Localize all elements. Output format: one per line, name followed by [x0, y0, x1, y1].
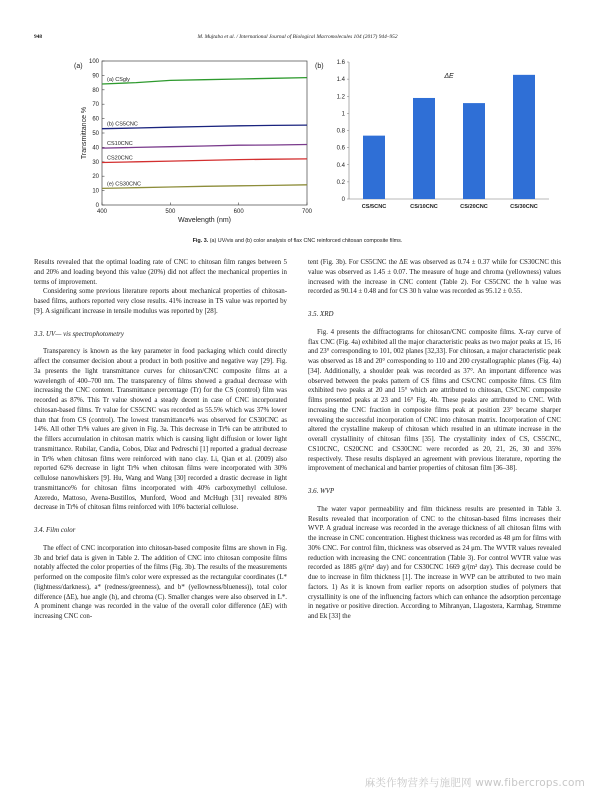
right-paragraph-1: tent (Fig. 3b). For CS5CNC the ΔE was observed as 0.74 ± 0.37 while for CS30CNC this value was observed as 1.45 ± 0.07. The measure of huge and chroma (yellowness) values increased with the increase in CNC content (Table 2). For CS5CNC the h value was recorded as 90.14 ± 0.48 and for CS 30 h value was recorded as 95.12 ± 0.55.	[308, 259, 561, 296]
panel-b-label: (b)	[315, 63, 324, 70]
right-paragraph-3: The water vapor permeability and film thickness results are presented in Table 3. Results revealed that incorporation of CNC to the chitosan-based films increases their WVP. A gradual increase was recorded in the average thickness of all chitosan films with the increase in CNC concentration. Highest thickness was recorded as 48 μm for films with 30% CNC. For control film, thickness was observed as 24 μm. The WVTR values revealed reduction with increasing the CNC concentration (Table 3). For control WVTR value was recorded as 1885 g/(m² day) and for CS30CNC 1669 g/(m² day). This decrease could be due to increase in film thickness [1]. The increase in WVP can be attributed to two main factors. 1) As it is known from earlier reports on adsorption studies of polymers that crystallinity is one of the influencing factors which can enhance the adsorption percentage in negative or positive direction. According to Mihranyan, Llagostera, Karmhag, Strømme and Ek [33] the	[308, 505, 561, 620]
series-label: (b) CS5CNC	[107, 121, 138, 128]
bar-y-tick-label: 0.4	[336, 162, 345, 169]
bar-y-tick-label: 0.2	[336, 179, 345, 186]
y-axis-tick-label: 90	[92, 73, 99, 80]
x-axis-tick-label: 500	[165, 209, 176, 215]
section-heading-3-3: 3.3. UV— vis spectrophotometry	[34, 330, 124, 338]
panel-a-label: (a)	[74, 63, 83, 70]
left-column	[34, 258, 287, 622]
series-line	[102, 78, 307, 84]
y-axis-tick-label: 20	[92, 174, 99, 181]
caption-label: Fig. 3.	[192, 238, 209, 244]
y-axis-tick-label: 50	[92, 131, 99, 137]
bar	[363, 136, 385, 199]
section-heading-3-5: 3.5. XRD	[308, 311, 334, 318]
bar-y-tick-label: 0.8	[336, 128, 345, 135]
bar	[513, 75, 535, 199]
y-axis-tick-label: 80	[92, 87, 99, 94]
y-axis-tick-label: 40	[92, 145, 99, 152]
y-axis-tick-label: 0	[95, 203, 99, 209]
page-header	[34, 34, 561, 44]
bar-category-label: CS/30CNC	[510, 204, 538, 210]
bar-category-label: CS/5CNC	[361, 204, 387, 210]
figure-3	[34, 56, 561, 236]
bar-y-tick-label: 0.6	[336, 145, 345, 152]
bar-y-tick-label: 1	[341, 111, 345, 118]
series-label: CS20CNC	[107, 155, 133, 162]
y-axis-tick-label: 60	[92, 116, 99, 123]
series-label: CS10CNC	[107, 141, 133, 148]
x-axis-tick-label: 400	[96, 209, 108, 215]
bar-category-label: CS/10CNC	[410, 204, 438, 210]
right-paragraph-2: Fig. 4 presents the diffractograms for chitosan/CNC composite films. X-ray curve of flax CNC (Fig. 4a) exhibited all the major characteristic peaks as two major peaks at 15, 16 and 23° corresponding to 101, 002 planes [32,33]. For chitosan, a major characteristic peak was observed as 18 and 20° corresponding to 110 and 200 crystallographic planes (Fig. 4a) [34]. Additionally, a shoulder peak was recorded as 37°. An important difference was observed between the peaks pattern of CS films and CS/CNC composite films. CS film exhibited two peaks at 20 and 15° which are attributed to chitosan, CS/CNC composite films presented peaks at 23 and 16° Fig. 4b. These peaks are attributed to CNC. With increasing the CNC fraction in composite films peak at position 23° became sharper revealing the successful incorporation of CNC into chitosan matrix. Incorporation of CNC altered the crystalline makeup of chitosan which resulted in an ultimate increase in the overall crystallinity of chitosan films [35]. The crystallinity index of CS, CS5CNC, CS10CNC, CS20CNC and CS30CNC were recorded as 20, 21, 26, 30 and 35% respectively. These results displayed an agreement with previous literature, reporting the improvement of mechanical and barrier properties of chitosan film [36–38].	[308, 328, 561, 473]
bar-y-tick-label: 0	[341, 197, 345, 203]
bar-y-tick-label: 1.4	[336, 77, 345, 84]
y-axis-tick-label: 10	[92, 188, 99, 195]
series-label: (e) CS30CNC	[107, 181, 141, 188]
left-paragraph-3: Transparency is known as the key parameter in food packaging which could directly affect the consumer decision about a product in both positive and negative way [29]. Fig. 3a presents the light transmittance curves for chitosan/CNC composite films at a wavelength of 400–700 nm. The transparency of films showed a gradual decrease with increasing the CNC content. Transmittance percentage (Tr) for the CS (control) film was recorded as 87%. This Tr value showed a steady decent in case of CNC incorporated chitosan-based films. Tr value for CS5CNC was recorded as 55.5% which was 37% lower than that from CS (control). The lowest transmittance% was observed for CS30CNC as 14%. All other Tr% values are given in Fig. 3a. This decrease in Tr% can be attributed to the fillers accumulation in chitosan matrix which is causing light diffusion or lower light transmittance. Rubilar, Candia, Cobos, Díaz and Pedreschi [1] reported a gradual decrease in Tr% when chitosan films were reinforced with nano clay. Li, Qian et al. (2009) also reported 62% decrease in light Tr% when chitosan films were incorporated with 30% cellulose nanowhiskers [9]. Hu, Wang and Wang [30] recorded a drastic decrease in light transmittance% for chitosan films incorporated with 40% carboxymethyl cellulose. Azeredo, Mattoso, Avena-Bustillos, Munford, Wood and McHugh [31] revealed 80% decrease in Tr% of chitosan films reinforced with 10% bacterial cellulose.	[34, 348, 287, 512]
bar-y-tick-label: 1.6	[336, 60, 345, 66]
bar	[463, 103, 485, 199]
page-number: 948	[34, 34, 43, 40]
bar-y-tick-label: 1.2	[336, 94, 345, 101]
left-paragraph-2: Considering some previous literature reports about mechanical properties of chitosan-based films, authors reported very close results. 41% increase in TS value was reported by [9]. A significant increase in tensile modulus was reported by [28].	[34, 288, 287, 315]
bar-chart-title: ΔE	[444, 73, 454, 80]
caption-text: (a) UV/vis and (b) color analysis of flax CNC reinforced chitosan composite films.	[208, 238, 403, 244]
series-line	[102, 145, 307, 149]
y-axis-title: Transmittance %	[81, 106, 88, 160]
section-heading-3-6: 3.6. WVP	[308, 488, 335, 495]
y-axis-tick-label: 70	[92, 102, 99, 109]
x-axis-title: Wavelength (nm)	[177, 217, 232, 224]
x-axis-tick-label: 700	[301, 209, 313, 215]
series-line	[102, 159, 307, 163]
bar-category-label: CS/20CNC	[460, 204, 488, 210]
y-axis-tick-label: 30	[92, 159, 99, 166]
left-paragraph-1: Results revealed that the optimal loading rate of CNC to chitosan film ranges between 5 and 20% and loading beyond this value (20%) did not affect the mechanical properties in terms of improvement.	[34, 259, 287, 286]
series-label: (a) CSgly	[107, 77, 130, 84]
left-paragraph-4: The effect of CNC incorporation into chitosan-based composite films are shown in Fig. 3b and brief data is given in Table 2. The addition of CNC into chitosan composite films notably affected the color properties of the films (Fig. 3b). The results of the measurements performed on the composite film's color were expressed as the rectangular coordinates (L* (lightness/darkness), a* (redness/greenness), and b* (yellowness/blueness)), total color difference (ΔE), hue angle (h), and chroma (C). Smaller changes were also observed in L*. A prominent change was recorded in the value of the overall color difference (ΔE) with increasing CNC con-	[34, 544, 287, 620]
section-heading-3-4: 3.4. Film color	[34, 527, 76, 534]
figure-caption	[34, 238, 561, 244]
right-column	[308, 258, 561, 622]
figure-3-graphics	[34, 56, 561, 236]
x-axis-tick-label: 600	[233, 209, 244, 215]
watermark: 麻类作物营养与施肥网 www.fibercrops.com	[364, 777, 585, 789]
journal-reference: M. Mujtaba et al. / International Journal of Biological Macromolecules 104 (2017) 944–952	[197, 34, 398, 40]
bar	[413, 98, 435, 199]
y-axis-tick-label: 100	[88, 59, 99, 65]
